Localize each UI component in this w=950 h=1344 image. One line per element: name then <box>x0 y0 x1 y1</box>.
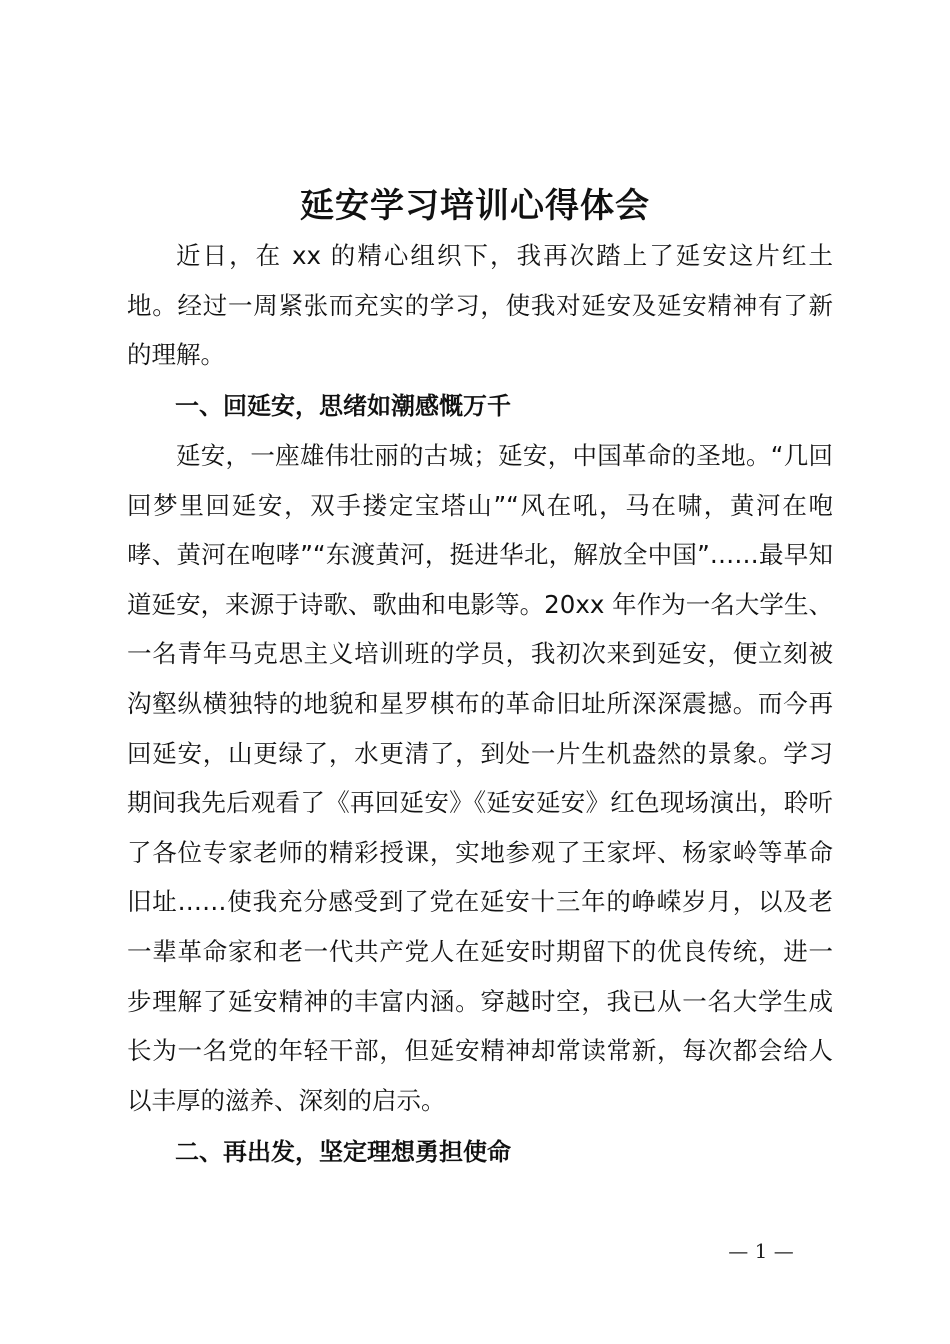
paragraph-section-1: 延安，一座雄伟壮丽的古城；延安，中国革命的圣地。“几回回梦里回延安，双手搂定宝塔山”“风在吼，马在啸，黄河在咆哮、黄河在咆哮”“东渡黄河，挺进华北，解放全中国”……最早知道延安，来源于诗歌、歌曲和电影等。20xx 年作为一名大学生、一名青年马克思主义培训班的学员，我初次来到延安，便立刻被沟壑纵横独特的地貌和星罗棋布的革命旧址所深深震撼。而今再回延安，山更绿了，水更清了，到处一片生机盎然的景象。学习期间我先后观看了《再回延安》《延安延安》红色现场演出，聆听了各位专家老师的精彩授课，实地参观了王家坪、杨家岭等革命旧址……使我充分感受到了党在延安十三年的峥嵘岁月，以及老一辈革命家和老一代共产党人在延安时期留下的优良传统，进一步理解了延安精神的丰富内涵。穿越时空，我已从一名大学生成长为一名党的年轻干部，但延安精神却常读常新，每次都会给人以丰厚的滋养、深刻的启示。 <box>127 441 833 1115</box>
section-heading-1: 一、回延安，思绪如潮感慨万千 <box>175 392 511 420</box>
page-number: — 1 — <box>728 1239 794 1263</box>
section-heading-2: 二、再出发，坚定理想勇担使命 <box>175 1138 511 1166</box>
document-title: 延安学习培训心得体会 <box>300 186 650 226</box>
paragraph-intro: 近日，在 xx 的精心组织下，我再次踏上了延安这片红土地。经过一周紧张而充实的学习，使我对延安及延安精神有了新的理解。 <box>127 241 833 370</box>
